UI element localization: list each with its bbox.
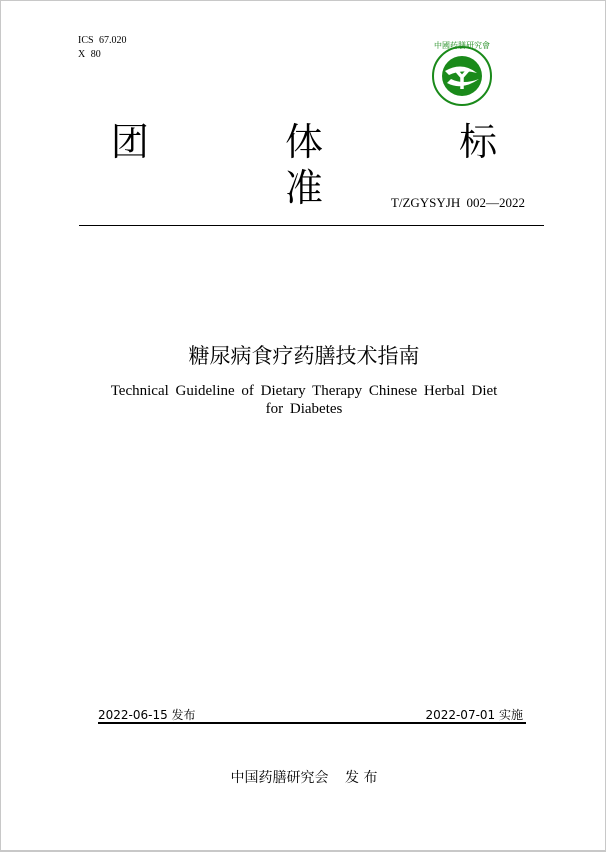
logo-emblem-icon <box>427 39 497 109</box>
ics-code: ICS 67.020 <box>78 35 127 46</box>
release-date: 2022-06-15 发布 <box>98 708 196 722</box>
classification-codes <box>78 34 127 62</box>
title-en-line2: for Diabetes <box>265 401 343 417</box>
class-code: X 80 <box>78 49 101 60</box>
header-divider <box>79 225 544 226</box>
publisher-action: 发 布 <box>345 770 378 786</box>
title-en-line1: Technical Guideline of Dietary Therapy Chinese Herbal Diet <box>110 383 498 399</box>
standard-number: T/ZGYSYJH 002—2022 <box>390 195 525 210</box>
publisher-line <box>1 767 606 787</box>
svg-text:中國药膳研究會: 中國药膳研究會 <box>434 41 490 50</box>
footer-divider <box>98 722 526 724</box>
standard-type-heading: 团 体 标 准 <box>110 120 560 210</box>
association-logo <box>427 39 497 109</box>
publisher-name: 中国药膳研究会 <box>230 770 329 786</box>
implement-date: 2022-07-01 实施 <box>425 708 523 722</box>
document-title-en <box>1 382 606 418</box>
document-title-cn: 糖尿病食疗药膳技术指南 <box>188 344 420 368</box>
